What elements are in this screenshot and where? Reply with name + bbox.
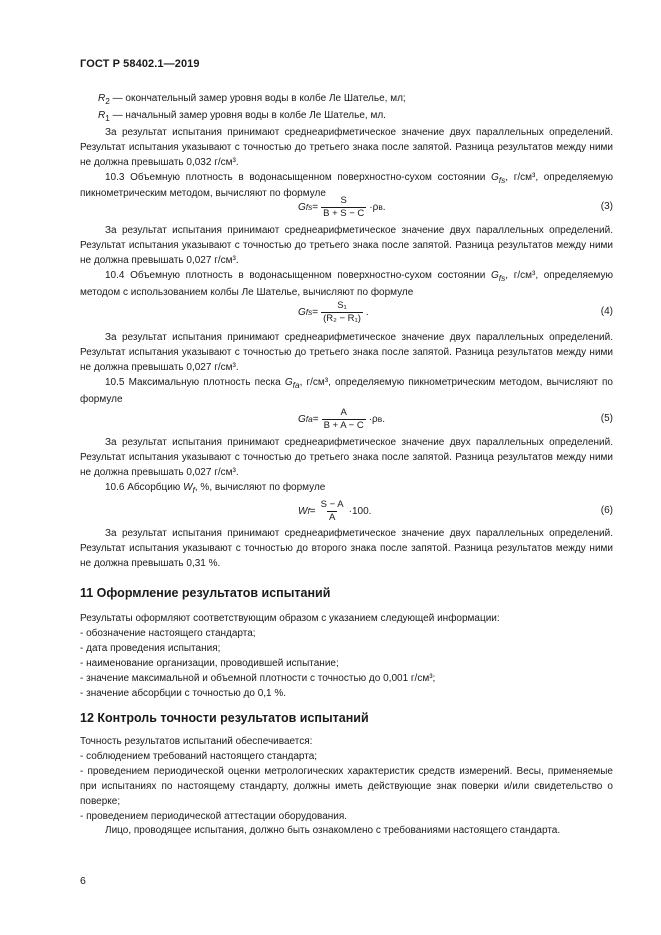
paragraph-10-6: 10.6 Абсорбцию $W_f$, %, вычисляют по формуле	[105, 481, 326, 495]
formula-3-number: (3)	[600, 201, 613, 212]
text-block-3	[80, 331, 613, 408]
section-12-closing: Лицо, проводящее испытания, должно быть ознакомлено с требованиями настоящего стандарта.	[105, 825, 561, 837]
formula-5-fraction: $\frac{A}{B + A - C}$	[323, 406, 364, 431]
list-item: - проведением периодической аттестации оборудования.	[80, 810, 348, 822]
formula-4-number: (4)	[600, 306, 613, 317]
formula-3: G fs = $\frac{S}{B + S - C}$ ·ρ в .	[298, 194, 386, 219]
list-item: - соблюдением требований настоящего стандарта;	[80, 750, 318, 762]
section-11-body	[80, 612, 613, 701]
formula-4-fraction: $\frac{\text{S₁}}{\text{(R₂ − R₁)}}$	[323, 299, 361, 324]
section-12-intro: Точность результатов испытаний обеспечивается:	[80, 736, 313, 747]
formula-3-fraction: $\frac{S}{B + S - C}$	[323, 194, 365, 219]
result-paragraph-3: За результат испытания принимают среднеарифметическое значение двух параллельных определений. Результат испытания указывают с точностью до третьего знака после запятой. Разница результатов между ними не должна превышать 0,027 г/см³.	[80, 332, 613, 373]
paragraph-10-3: 10.3 Объемную плотность в водонасыщенном поверхностно-сухом состоянии $G_{fs}$, г/см³, определяемую пикнометрическим методом, вычисляют по формуле	[80, 171, 613, 200]
document-header: ГОСТ Р 58402.1—2019	[80, 58, 200, 70]
formula-6: W f = $\frac{S - A}{A}$ ·100.	[298, 498, 372, 523]
list-item: - наименование организации, проводившей испытание;	[80, 657, 339, 669]
section-12-body	[80, 735, 613, 839]
formula-5: G fa = $\frac{A}{B + A - C}$ ·ρ в .	[298, 406, 385, 431]
paragraph-10-4: 10.4 Объемную плотность в водонасыщенном поверхностно-сухом состоянии $G_{fs}$, г/см³, определяемую методом с использованием колбы Ле Шателье, вычисляют по формуле	[80, 269, 613, 298]
list-item: - значение абсорбции с точностью до 0,1 %.	[80, 687, 287, 699]
formula-6-number: (6)	[600, 505, 613, 516]
text-block-1	[80, 92, 613, 202]
formula-4: G fs = $\frac{\text{S₁}}{\text{(R₂ − R₁)}}$ .	[298, 299, 369, 324]
text-block-4	[80, 436, 613, 498]
section-11-intro: Результаты оформляют соответствующим образом с указанием следующей информации:	[80, 613, 500, 624]
result-paragraph-5: За результат испытания принимают среднеарифметическое значение двух параллельных определений. Результат испытания указывают с точностью до второго знака после запятой. Разница результатов между ними не должна превышать 0,31 %.	[80, 528, 613, 569]
section-12-heading: 12 Контроль точности результатов испытаний	[80, 711, 369, 725]
definition-r1: $R_1$ — начальный замер уровня воды в колбе Ле Шателье, мл.	[98, 109, 386, 123]
formula-5-number: (5)	[600, 413, 613, 424]
list-item: - значение максимальной и объемной плотности с точностью до 0,001 г/см³;	[80, 672, 436, 684]
result-paragraph-4: За результат испытания принимают среднеарифметическое значение двух параллельных определений. Результат испытания указывают с точностью до третьего знака после запятой. Разница результатов между ними не должна превышать 0,027 г/см³.	[80, 437, 613, 478]
list-item: - обозначение настоящего стандарта;	[80, 627, 256, 639]
text-block-2	[80, 224, 613, 301]
result-paragraph-1: За результат испытания принимают среднеарифметическое значение двух параллельных определений. Результат испытания указывают с точностью до третьего знака после запятой. Разница результатов между ними не должна превышать 0,032 г/см³.	[80, 126, 613, 168]
definition-r2: $R_2$ — окончательный замер уровня воды в колбе Ле Шателье, мл;	[98, 93, 406, 106]
section-11-heading: 11 Оформление результатов испытаний	[80, 586, 331, 600]
paragraph-10-5: 10.5 Максимальную плотность песка $G_{fa}$, г/см³, определяемую пикнометрическим методом, вычисляют по формуле	[80, 376, 613, 405]
result-paragraph-2: За результат испытания принимают среднеарифметическое значение двух параллельных определений. Результат испытания указывают с точностью до третьего знака после запятой. Разница результатов между ними не должна превышать 0,027 г/см³.	[80, 225, 613, 266]
formula-6-fraction: $\frac{S - A}{A}$	[320, 498, 344, 523]
list-item: - дата проведения испытания;	[80, 642, 221, 654]
list-item: - проведением периодической оценки метрологических характеристик средств измерений. Весы, применяемые при испытаниях по настоящему стандарту, должны иметь действующие знак поверки и/или свидетельство о поверке;	[80, 765, 613, 807]
page-number: 6	[80, 875, 86, 887]
text-block-5	[80, 527, 613, 572]
